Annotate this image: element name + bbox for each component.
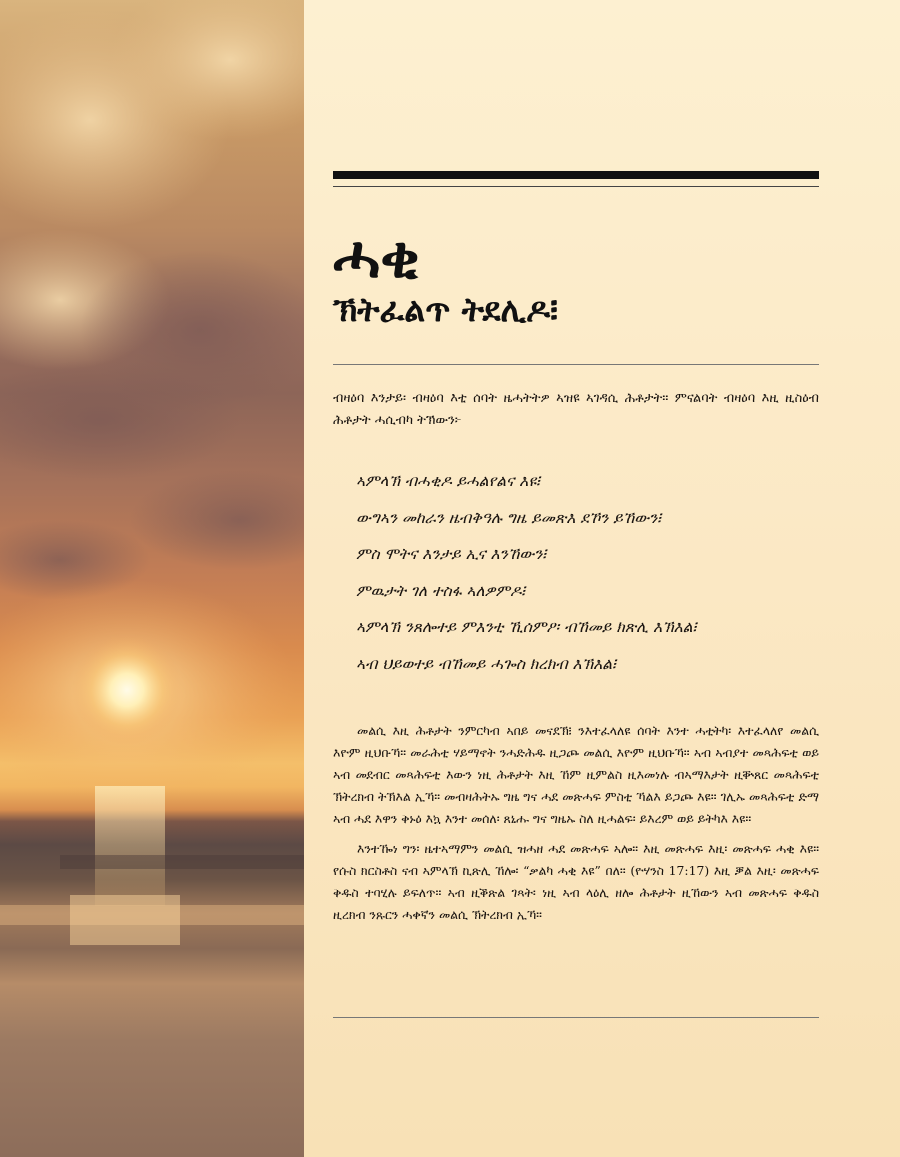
question-item: ውግኣን መከራን ዜብቅዓሉ ግዜ ይመጽእ ደኾን ይኸውን፧ <box>356 508 661 527</box>
question-item: ምዉታት ገለ ተስፋ ኣለዎምዶ፧ <box>356 581 525 600</box>
body-paragraph: እንተዀነ ግን፡ ዜተኣማምን መልሲ ዝሓዘ ሓደ መጽሓፍ ኣሎ። እዚ መጽሓፍ እዚ፡ መጽሓፍ ሓቂ እዩ። የሱስ ክርስቶስ ናብ ኣምላኽ ኪጽሊ ኸሎ፡ “ቃልካ ሓቂ እዩ” በለ። (ዮሃንስ 17:17) እዚ ቓል እዚ፡ መጽሓፍ ቅዱስ ተባሂሉ ይፍለጥ። ኣብ ዚቕጽል ገጻት፡ ነዚ ኣብ ላዕሊ ዘሎ ሕቶታት ዚኸውን ኣብ መጽሓፍ ቅዱስ ዚረክብ ንጹርን ሓቀኛን መልሲ ኽትረክብ ኢኻ። <box>333 841 819 922</box>
question-item: ኣምላኽ ንጸሎተይ ምእንቲ ኺሰምዖ፡ ብኸመይ ክጽሊ እኽእል፧ <box>356 618 697 637</box>
intro-paragraph: ብዛዕባ እንታይ፡ ብዛዕባ እቲ ሰባት ዜሓትትዎ ኣዝዩ ኣገዳሲ ሕቶታት። ምናልባት ብዛዕባ እዚ ዚስዕብ ሕቶታት ሓሲብካ ትኽውን፦ <box>333 391 819 428</box>
footer-rule <box>333 1017 819 1018</box>
question-item: ምስ ሞትና እንታይ ኢና እንኸውን፧ <box>356 545 547 564</box>
body-paragraph: መልሲ እዚ ሕቶታት ንምርካብ ኣበይ መናደኽ፧ ንእተፈላለዩ ሰባት እንተ ሓቲትካ፡ እተፈላለየ መልሲ እዮም ዚህቡኻ። መራሕቲ ሃይማኖት ንሓድሕዱ ዚጋጮ መልሲ እዮም ዚህቡኻ። ኣብ ኣብያተ መጻሕፍቲ ወይ ኣብ መደብር መጻሕፍቲ እውን ነዚ ሕቶታት እዚ ኸም ዚምልስ ዚእመነሉ ብኣማእታት ዚቝጸር መጻሕፍቲ ኽትረክብ ትኽእል ኢኻ። መብዛሕትኡ ግዜ ግና ሓደ መጽሓፍ ምስቲ ኻልእ ይጋጮ እዩ። ገሊኡ መጻሕፍቲ ድማ ኣብ ሓደ እዋን ቅኑዕ እኳ እንተ መሰለ፡ ጸኒሑ ግና ግዜኡ ስለ ዚሓልፍ፡ ይእረም ወይ ይትካእ እዩ። <box>333 723 819 826</box>
question-item: ኣብ ህይወተይ ብኸመይ ሓጐስ ክረክብ እኽእል፧ <box>356 654 616 673</box>
body-text <box>333 720 819 934</box>
question-item: ኣምላኽ ብሓቂዶ ይሓልየልና እዩ፧ <box>356 472 540 490</box>
header-rule-thin <box>333 186 819 187</box>
page-subtitle: ኽትፈልጥ ትደሊዶ፧ <box>333 290 558 329</box>
question-list <box>356 466 826 686</box>
header-rule-thick <box>333 171 819 179</box>
sunset-illustration <box>0 0 304 1157</box>
title-divider <box>333 364 819 365</box>
page-title: ሓቂ <box>333 223 420 291</box>
sunset-photo <box>0 0 304 1157</box>
